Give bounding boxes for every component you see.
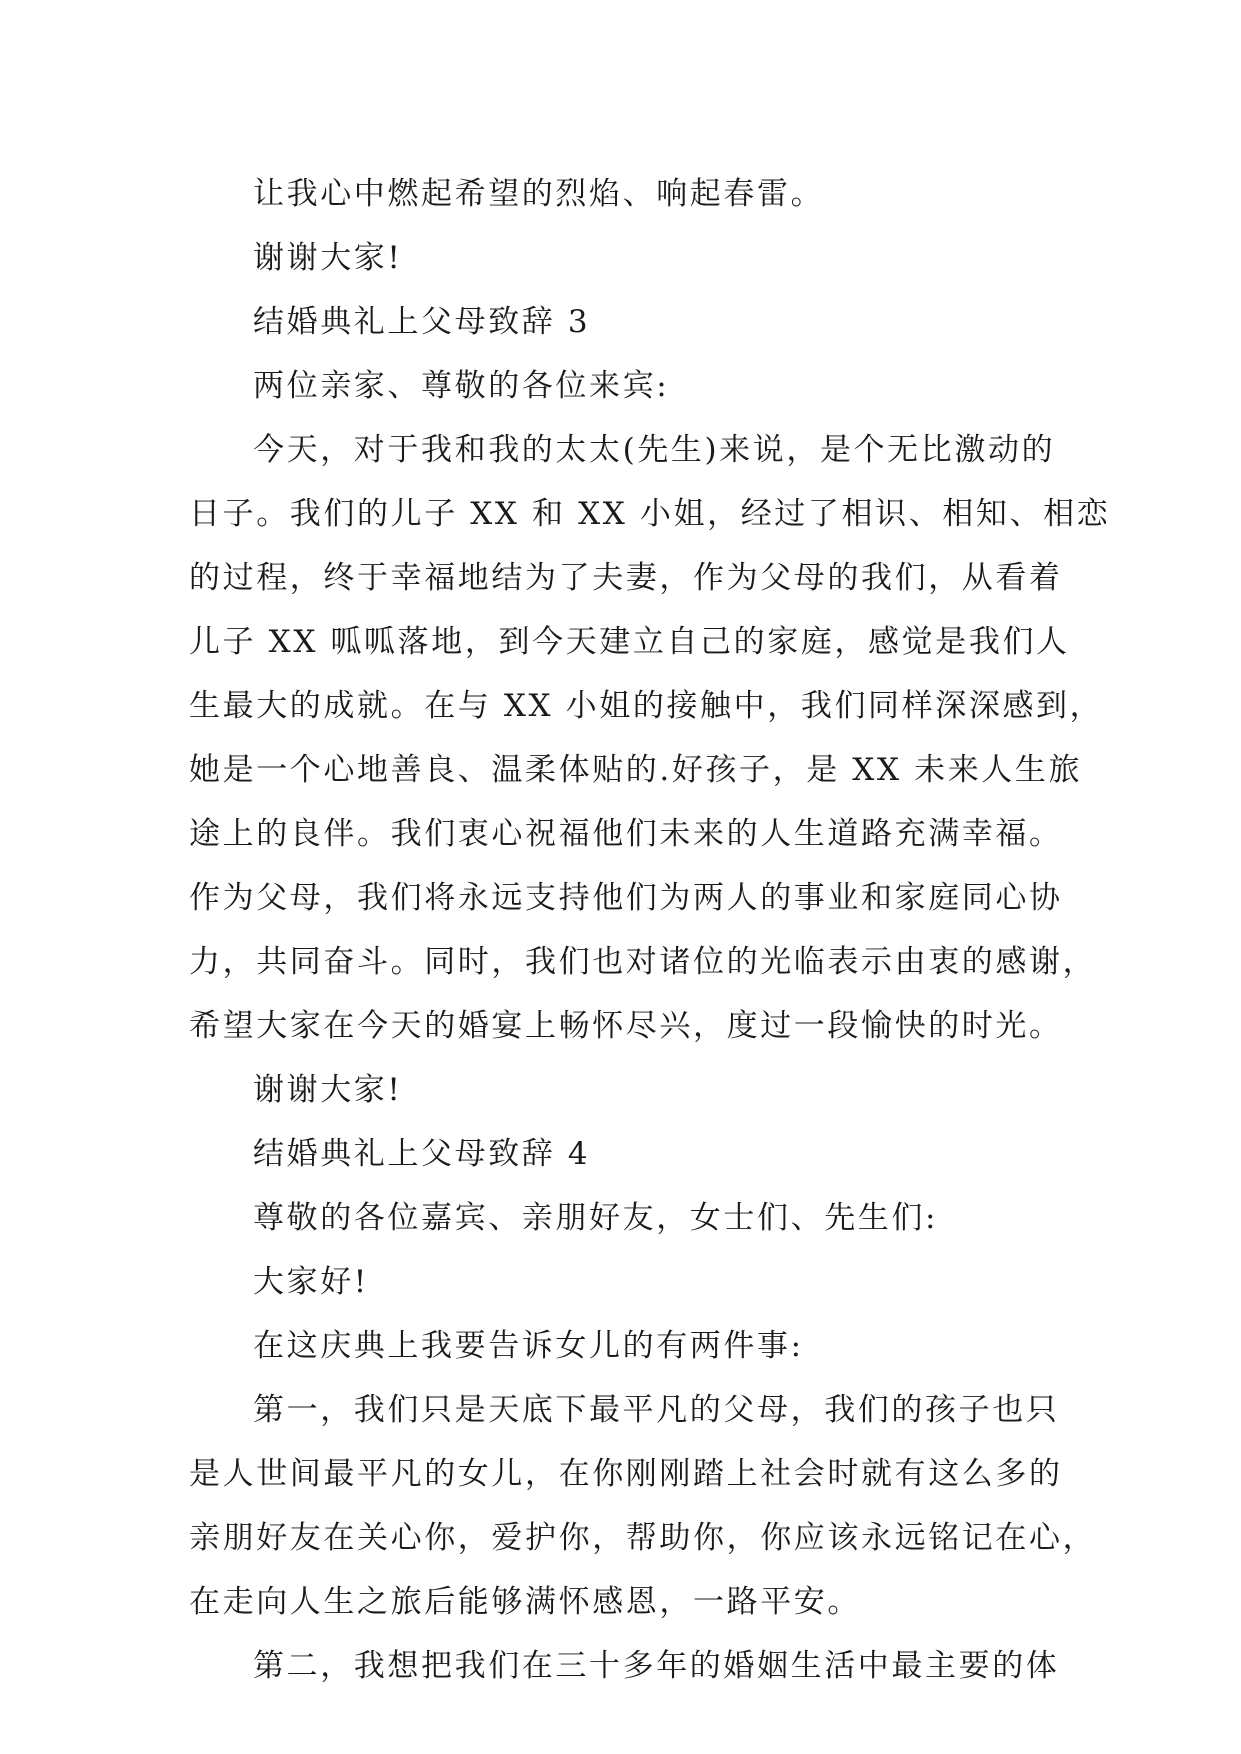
salutation-line: 两位亲家、尊敬的各位来宾: <box>253 368 670 404</box>
text-line: 作为父母，我们将永远支持他们为两人的事业和家庭同心协 <box>189 880 1063 916</box>
text-line: 大家好! <box>253 1264 369 1300</box>
text-line: 力，共同奋斗。同时，我们也对诸位的光临表示由衷的感谢， <box>189 944 1097 980</box>
text-line: 的过程，终于幸福地结为了夫妻，作为父母的我们，从看着 <box>189 560 1063 596</box>
text-line: 让我心中燃起希望的烈焰、响起春雷。 <box>253 176 825 212</box>
text-line: 谢谢大家! <box>253 1072 403 1108</box>
text-line: 日子。我们的儿子 XX 和 XX 小姐，经过了相识、相知、相恋 <box>189 496 1111 532</box>
salutation-line: 尊敬的各位嘉宾、亲朋好友，女士们、先生们: <box>253 1200 939 1236</box>
document-body <box>189 162 1111 1698</box>
text-line: 是人世间最平凡的女儿，在你刚刚踏上社会时就有这么多的 <box>189 1456 1063 1492</box>
section-heading: 结婚典礼上父母致辞 3 <box>253 304 591 340</box>
text-line: 在走向人生之旅后能够满怀感恩，一路平安。 <box>189 1584 861 1620</box>
text-line: 希望大家在今天的婚宴上畅怀尽兴，度过一段愉快的时光。 <box>189 1008 1063 1044</box>
text-line: 她是一个心地善良、温柔体贴的.好孩子，是 XX 未来人生旅 <box>189 752 1083 788</box>
text-line: 第一，我们只是天底下最平凡的父母，我们的孩子也只 <box>253 1392 1060 1428</box>
text-line: 第二，我想把我们在三十多年的婚姻生活中最主要的体 <box>253 1648 1060 1684</box>
text-line: 谢谢大家! <box>253 240 403 276</box>
text-line: 今天，对于我和我的太太(先生)来说，是个无比激动的 <box>253 432 1056 468</box>
text-line: 在这庆典上我要告诉女儿的有两件事: <box>253 1328 804 1364</box>
text-line: 生最大的成就。在与 XX 小姐的接触中，我们同样深深感到， <box>189 688 1104 724</box>
text-line: 亲朋好友在关心你，爱护你，帮助你，你应该永远铭记在心， <box>189 1520 1097 1556</box>
section-heading: 结婚典礼上父母致辞 4 <box>253 1136 591 1172</box>
text-line: 途上的良伴。我们衷心祝福他们未来的人生道路充满幸福。 <box>189 816 1063 852</box>
text-line: 儿子 XX 呱呱落地，到今天建立自己的家庭，感觉是我们人 <box>189 624 1070 660</box>
